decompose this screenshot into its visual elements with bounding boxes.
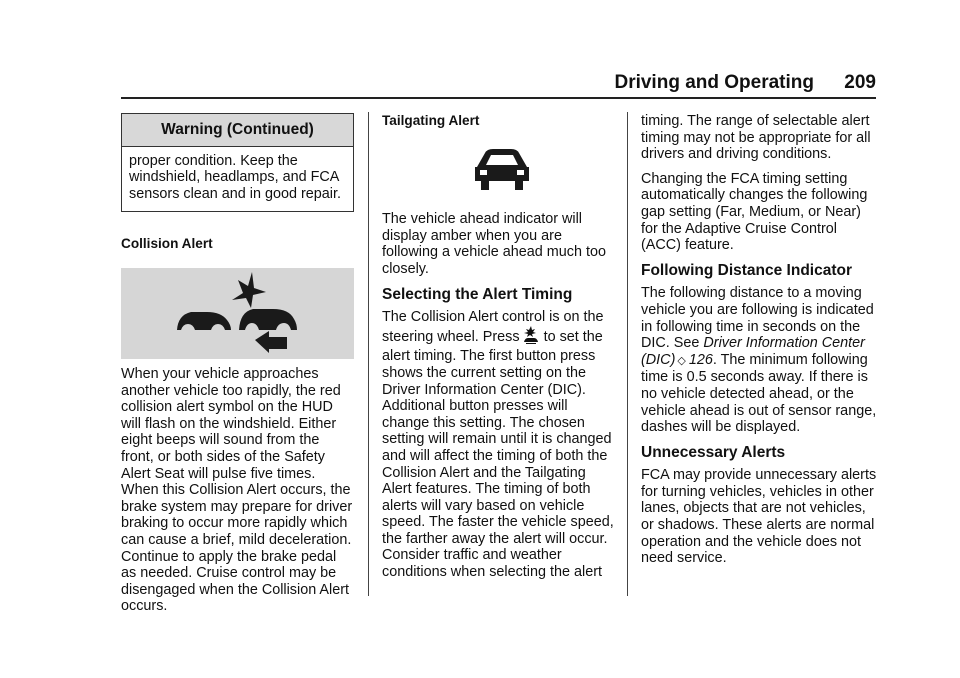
column-divider — [627, 112, 628, 596]
column-1 — [121, 113, 354, 615]
section-title: Driving and Operating — [614, 72, 814, 93]
following-distance-heading: Following Distance Indicator — [641, 261, 852, 279]
warning-box — [121, 113, 354, 212]
warning-title: Warning (Continued) — [122, 114, 353, 147]
warning-text: proper condition. Keep the windshield, headlamps, and FCA sensors clean and in good repair. — [129, 152, 342, 202]
dic-page-number[interactable]: 126 — [688, 351, 713, 368]
collision-alert-icon — [121, 268, 354, 359]
page-reference-icon: ◇ — [677, 354, 686, 367]
collision-alert-heading: Collision Alert — [121, 236, 213, 252]
column-3 — [641, 113, 877, 567]
alert-timing-text-continued: timing. The range of selectable alert timing may not be appropriate for all drivers and driving conditions. — [641, 113, 871, 163]
following-distance-text: The following distance to a moving vehicle you are following is indicated in following time in seconds on the DIC. See Driver Information Center (DIC) ◇ 126. The minimum following time is 0.5 seconds away. If there is no vehicle detected ahead, or the vehicle ahead is out of sensor range, dashes will be displayed. — [641, 285, 877, 436]
page-header — [121, 72, 876, 98]
fca-timing-text: Changing the FCA timing setting automatically changes the following gap setting (Far, Medium, or Near) for the Adaptive Cruise Control (ACC) feature. — [641, 170, 868, 254]
alert-timing-heading: Selecting the Alert Timing — [382, 285, 573, 303]
vehicle-ahead-icon — [382, 145, 614, 200]
column-2 — [382, 113, 614, 581]
collision-alert-text: When your vehicle approaches another vehicle too rapidly, the red collision alert symbol on the HUD will flash on the windshield. Either eight beeps will sound from the front, or both sides of the Safety Alert Seat will pulse five times. When this Collision Alert occurs, the brake system may prepare for driver braking to occur more rapidly which can cause a brief, mild deceleration. Continue to apply the brake pedal as needed. Cruise control may be disengaged when the Collision Alert occurs. — [121, 365, 353, 615]
page-number: 209 — [844, 72, 876, 93]
collision-alert-button-icon — [521, 326, 541, 349]
tailgating-alert-text: The vehicle ahead indicator will display amber when you are following a vehicle ahead much too closely. — [382, 211, 606, 277]
unnecessary-alerts-heading: Unnecessary Alerts — [641, 443, 786, 461]
alert-timing-text: The Collision Alert control is on the steering wheel. Press to set the alert timing. The first button press shows the current setting on the Driver Information Center (DIC). Additional button presses will change this setting. The chosen setting will remain until it is changed and will affect the timing of both the Collision Alert and the Tailgating Alert features. The timing of both alerts will vary based on vehicle speed. The faster the vehicle speed, the farther away the alert will occur. Consider traffic and weather conditions when selecting the alert — [382, 309, 614, 581]
column-divider — [368, 112, 369, 596]
header-rule — [121, 97, 876, 99]
unnecessary-alerts-text: FCA may provide unnecessary alerts for turning vehicles, vehicles in other lanes, objects that are not vehicles, or shadows. These alerts are normal operation and the vehicle does not need service. — [641, 467, 877, 567]
tailgating-alert-heading: Tailgating Alert — [382, 113, 480, 128]
dic-reference-link[interactable]: Driver Information Center (DIC) — [641, 335, 865, 368]
